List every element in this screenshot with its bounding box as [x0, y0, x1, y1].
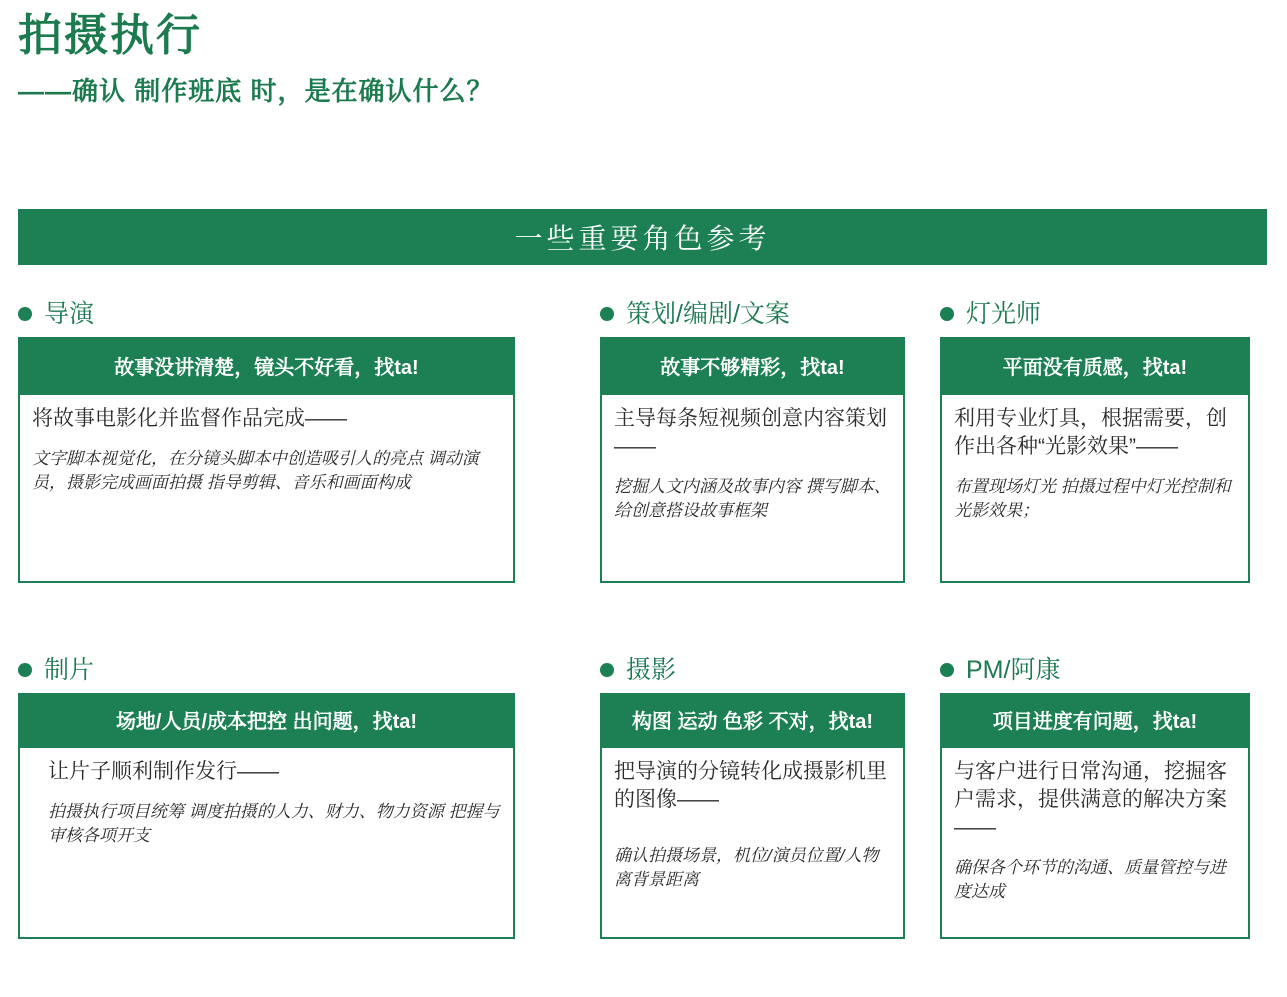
role-card-pm [940, 655, 1250, 939]
role-card-planner [600, 299, 905, 583]
role-card-producer [18, 655, 515, 939]
bullet-icon [940, 663, 954, 677]
role-header [18, 299, 515, 329]
role-title: 策划/编剧/文案 [626, 300, 790, 328]
role-lead-text: 把导演的分镜转化成摄影机里的图像—— [614, 760, 887, 811]
role-lead-text: 与客户进行日常沟通，挖掘客户需求，提供满意的解决方案—— [954, 760, 1227, 839]
section-banner [18, 209, 1267, 265]
bullet-icon [940, 307, 954, 321]
role-header [940, 299, 1250, 329]
role-card-cinematographer [600, 655, 905, 939]
role-title: PM/阿康 [966, 656, 1061, 684]
role-lead-text: 让片子顺利制作发行—— [48, 760, 279, 783]
role-lead-text: 利用专业灯具，根据需要，创作出各种“光影效果”—— [954, 407, 1227, 458]
role-header [600, 655, 905, 685]
bullet-icon [600, 307, 614, 321]
role-card-gaffer [940, 299, 1250, 583]
role-lead-text: 主导每条短视频创意内容策划—— [614, 407, 887, 458]
role-tagline: 构图 运动 色彩 不对，找ta! [600, 693, 905, 746]
role-tagline: 故事没讲清楚，镜头不好看，找ta! [18, 337, 515, 393]
role-title: 导演 [44, 300, 95, 328]
role-header [940, 655, 1250, 685]
role-detail-text: 挖掘人文内涵及故事内容 撰写脚本、给创意搭设故事框架 [614, 477, 891, 520]
role-tagline: 平面没有质感，找ta! [940, 337, 1250, 393]
role-tagline: 场地/人员/成本把控 出问题，找ta! [18, 693, 515, 746]
section-banner-label: 一些重要角色参考 [514, 223, 771, 254]
role-detail-text: 文字脚本视觉化，在分镜头脚本中创造吸引人的亮点 调动演员，摄影完成画面拍摄 指导剪辑、音乐和画面构成 [32, 449, 479, 492]
bullet-icon [18, 663, 32, 677]
bullet-icon [600, 663, 614, 677]
role-header [600, 299, 905, 329]
role-card-director [18, 299, 515, 583]
role-detail-text: 拍摄执行项目统筹 调度拍摄的人力、财力、物力资源 把握与审核各项开支 [48, 802, 500, 845]
role-body [940, 393, 1250, 583]
role-detail-text: 确认拍摄场景，机位/演员位置/人物离背景距离 [614, 846, 879, 889]
role-body [940, 746, 1250, 939]
page-subtitle: ——确认 制作班底 时，是在确认什么？ [18, 76, 494, 106]
page-title: 拍摄执行 [18, 11, 202, 60]
role-body [18, 393, 515, 583]
role-tagline: 故事不够精彩，找ta! [600, 337, 905, 393]
role-tagline: 项目进度有问题，找ta! [940, 693, 1250, 746]
bullet-icon [18, 307, 32, 321]
role-header [18, 655, 515, 685]
role-title: 制片 [44, 656, 95, 684]
role-body [18, 746, 515, 939]
role-title: 灯光师 [966, 300, 1042, 328]
role-detail-text: 确保各个环节的沟通、质量管控与进度达成 [954, 858, 1226, 901]
role-detail-text: 布置现场灯光 拍摄过程中灯光控制和光影效果； [954, 477, 1231, 520]
role-body [600, 746, 905, 939]
role-body [600, 393, 905, 583]
role-lead-text: 将故事电影化并监督作品完成—— [32, 407, 347, 430]
role-title: 摄影 [626, 656, 677, 684]
